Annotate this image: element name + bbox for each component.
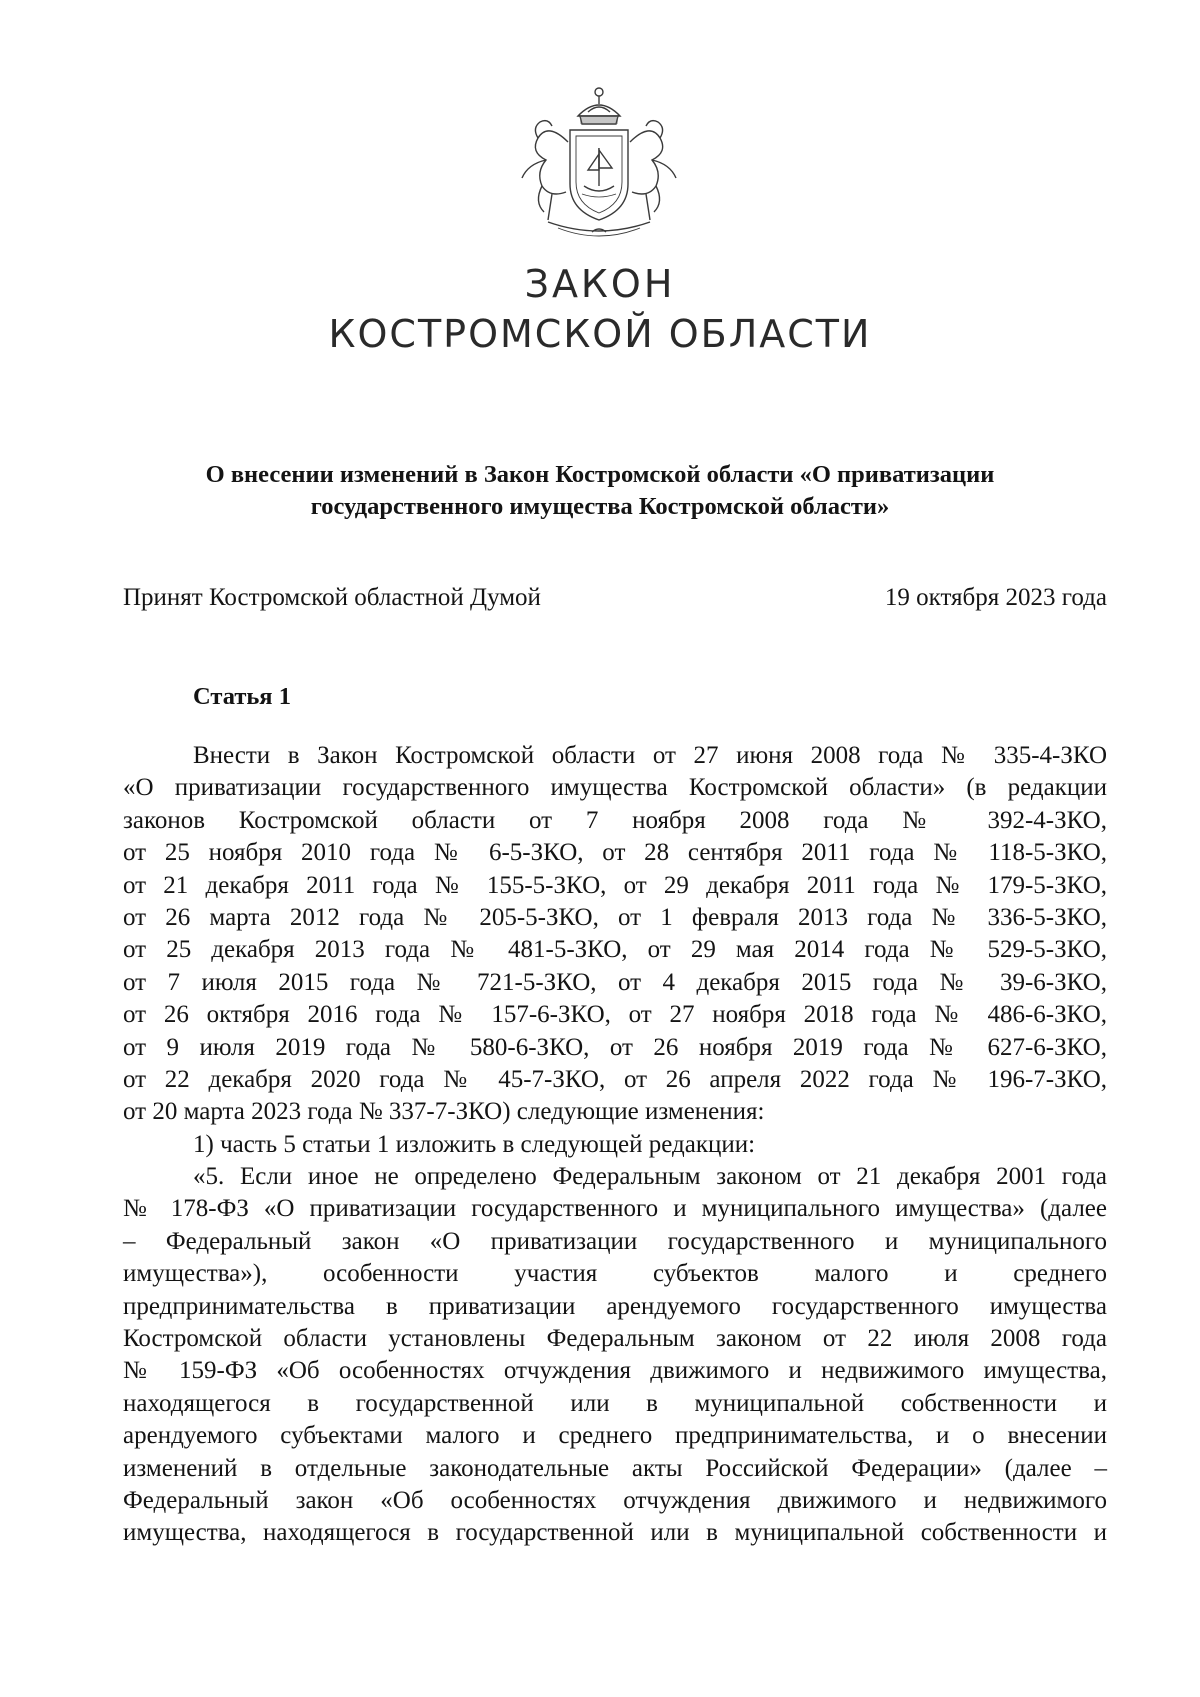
body-line: имущества»), особенности участия субъектов малого и среднего: [123, 1260, 1107, 1288]
body-line: имущества, находящегося в государственной или в муниципальной собственности и: [123, 1519, 1107, 1547]
body-line: от 7 июля 2015 года № 721-5-ЗКО, от 4 декабря 2015 года № 39-6-ЗКО,: [123, 968, 1107, 996]
body-line: № 159-ФЗ «Об особенностях отчуждения движимого и недвижимого имущества,: [123, 1357, 1107, 1385]
body-line: находящегося в государственной или в муниципальной собственности и: [123, 1389, 1107, 1417]
body-line: Федеральный закон «Об особенностях отчуждения движимого и недвижимого: [123, 1486, 1107, 1514]
body-line: изменений в отдельные законодательные акты Российской Федерации» (далее –: [123, 1454, 1107, 1482]
body-line: законов Костромской области от 7 ноября 2008 года № 392-4-ЗКО,: [123, 806, 1107, 834]
body-line: Костромской области установлены Федеральным законом от 22 июля 2008 года: [123, 1325, 1107, 1353]
body-line: от 21 декабря 2011 года № 155-5-ЗКО, от 29 декабря 2011 года № 179-5-ЗКО,: [123, 871, 1107, 899]
body-line: от 20 марта 2023 года № 337-7-ЗКО) следующие изменения:: [123, 1098, 765, 1126]
region-heading: КОСТРОМСКОЙ ОБЛАСТИ: [328, 312, 872, 356]
body-line: «5. Если иное не определено Федеральным законом от 21 декабря 2001 года: [193, 1163, 1107, 1191]
body-line: № 178-ФЗ «О приватизации государственного и муниципального имущества» (далее: [123, 1195, 1107, 1223]
body-line: от 9 июля 2019 года № 580-6-ЗКО, от 26 ноября 2019 года № 627-6-ЗКО,: [123, 1033, 1107, 1061]
body-line: от 25 ноября 2010 года № 6-5-ЗКО, от 28 сентября 2011 года № 118-5-ЗКО,: [123, 839, 1107, 867]
body-line: от 26 марта 2012 года № 205-5-ЗКО, от 1 февраля 2013 года № 336-5-ЗКО,: [123, 903, 1107, 931]
body-line: «О приватизации государственного имущества Костромской области» (в редакции: [123, 774, 1107, 802]
body-line: 1) часть 5 статьи 1 изложить в следующей редакции:: [193, 1130, 756, 1158]
body-line: от 25 декабря 2013 года № 481-5-ЗКО, от 29 мая 2014 года № 529-5-ЗКО,: [123, 936, 1107, 964]
body-line: Внести в Закон Костромской области от 27 июня 2008 года № 335-4-ЗКО: [193, 742, 1107, 769]
body-line: предпринимательства в приватизации арендуемого государственного имущества: [123, 1292, 1107, 1320]
body-line: – Федеральный закон «О приватизации государственного и муниципального: [123, 1227, 1107, 1255]
article-heading: Статья 1: [193, 683, 291, 710]
adoption-date: 19 октября 2023 года: [884, 584, 1107, 611]
law-heading: ЗАКОН: [524, 262, 676, 306]
article-body: [123, 740, 1107, 1550]
document-title-line-1: О внесении изменений в Закон Костромской области «О приватизации: [205, 461, 995, 488]
body-line: арендуемого субъектами малого и среднего предпринимательства, и о внесении: [123, 1422, 1107, 1450]
body-line: от 26 октября 2016 года № 157-6-ЗКО, от 27 ноября 2018 года № 486-6-ЗКО,: [123, 1001, 1107, 1029]
body-line: от 22 декабря 2020 года № 45-7-ЗКО, от 26 апреля 2022 года № 196-7-ЗКО,: [123, 1065, 1107, 1093]
coat-of-arms-emblem: [508, 82, 690, 244]
adopted-by: Принят Костромской областной Думой: [123, 584, 541, 611]
document-title-line-2: государственного имущества Костромской области»: [310, 493, 890, 520]
